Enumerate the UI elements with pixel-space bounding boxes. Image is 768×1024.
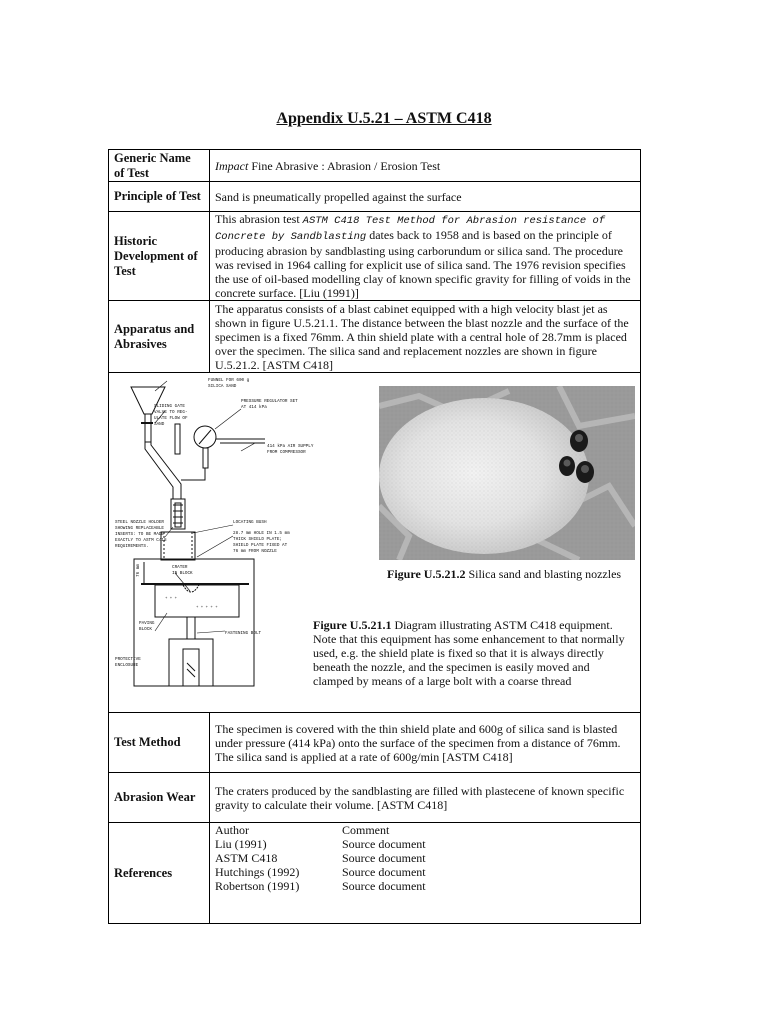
row-references: [109, 823, 641, 924]
row-figures: [109, 373, 641, 713]
diagram-label-hole3: SHIELD PLATE FIXED AT: [233, 543, 288, 548]
generic-rest-text: Fine Abrasive : Abrasion / Erosion Test: [248, 158, 441, 173]
diagram-label-base2: BLOCK: [139, 627, 152, 632]
value-generic-name: [210, 150, 641, 182]
silica-sand-photo: [379, 386, 635, 560]
spec-table: [108, 149, 641, 924]
reference-row: [215, 879, 426, 893]
label-references: References: [109, 823, 210, 924]
reference-author: Hutchings (1992): [215, 865, 300, 879]
row-test-method: [109, 713, 641, 773]
diagram-label-bush: LOCATING BUSH: [233, 520, 267, 525]
reference-comment: Source document: [342, 837, 426, 851]
page-title: Appendix U.5.21 – ASTM C418: [276, 110, 492, 127]
row-abrasion-wear: [109, 773, 641, 823]
diagram-label-air2: FROM COMPRESSOR: [267, 450, 306, 455]
diagram-label-holder1: STEEL NOZZLE HOLDER: [115, 520, 164, 525]
row-generic-name: [109, 150, 641, 182]
row-apparatus: [109, 301, 641, 373]
diagram-label-gate4: SAND: [154, 422, 165, 427]
figure-2-caption: [387, 567, 621, 581]
figure-1-caption: [313, 618, 633, 688]
reference-row: [215, 851, 426, 865]
svg-text:+ + +: + + +: [165, 597, 178, 601]
label-apparatus: Apparatus and Abrasives: [109, 301, 210, 373]
value-historic: [210, 212, 641, 301]
reference-row: [215, 865, 426, 879]
references-header-comment: Comment: [342, 823, 390, 837]
svg-text:+ + + + +: + + + + +: [196, 606, 218, 610]
diagram-label-dim: 76 mm: [136, 564, 141, 577]
diagram-label-bolt: FASTENING BOLT: [225, 631, 262, 636]
label-generic-name: Generic Name of Test: [109, 150, 210, 182]
reference-comment: Source document: [342, 865, 426, 879]
references-table: [215, 823, 426, 893]
diagram-label-gate3: ULATE FLOW OF: [154, 416, 188, 421]
reference-author: ASTM C418: [215, 851, 278, 865]
diagram-label-funnel: FUNNEL FOR 600 g: [208, 378, 250, 383]
impact-text: Impact: [215, 158, 249, 173]
figures-cell: [109, 373, 641, 713]
reference-comment: Source document: [342, 851, 426, 865]
value-apparatus: The apparatus consists of a blast cabinet equipped with a high velocity blast jet as shown in figure U.5.21.1. The distance between the blast nozzle and the surface of the specimen is a fixed 76mm. A thin shield plate with a central hole of 28.7mm is placed over the specimen. The silica sand and replacement nozzles are shown in figure U.5.21.2. [ASTM C418]: [210, 301, 641, 373]
paving-block: [155, 585, 239, 617]
figure-1-label: Figure U.5.21.1: [313, 618, 392, 632]
diagram-label-holder4: EXACTLY TO ASTM C418: [115, 538, 167, 543]
diagram-label-holder3: INSERTS: TO BE MADE: [115, 532, 164, 537]
value-principle: Sand is pneumatically propelled against the surface: [210, 182, 641, 212]
diagram-label-air1: 414 kPa AIR SUPPLY: [267, 444, 314, 449]
diagram-label-prot1: PROTECTIVE: [115, 657, 141, 662]
diagram-label-crater2: IN BLOCK: [172, 571, 193, 576]
reference-row: [215, 837, 426, 851]
label-abrasion-wear: Abrasion Wear: [109, 773, 210, 823]
diagram-label-funnel2: SILICA SAND: [208, 384, 237, 389]
references-header-author: Author: [215, 823, 249, 837]
equipment-diagram: [115, 377, 325, 707]
diagram-label-crater1: CRATER: [172, 565, 188, 570]
diagram-label-gate2: VALVE TO REG-: [154, 410, 188, 415]
diagram-label-hole2: THICK SHIELD PLATE;: [233, 537, 282, 542]
diagram-label-holder5: REQUIREMENTS.: [115, 544, 149, 549]
diagram-label-prot2: ENCLOSURE: [115, 663, 139, 668]
historic-test-title: ASTM C418 Test Method for Abrasion resistance of Concrete by Sandblasting: [215, 215, 606, 243]
historic-text-a: This abrasion test: [215, 212, 303, 226]
figure-1-text: Diagram illustrating ASTM C418 equipment. Note that this equipment has some enhancement to that normally used, e.g. the shield plate is fixed so that it is always directly beneath the nozzle, and the specimen is easily moved and clamped by means of a large bolt with a coarse thread: [313, 618, 625, 688]
row-historic: [109, 212, 641, 301]
diagram-label-hole1: 28.7 mm HOLE IN 1.5 mm: [233, 531, 290, 536]
label-principle: Principle of Test: [109, 182, 210, 212]
figure-2-label: Figure U.5.21.2: [387, 567, 466, 581]
diagram-label-base1: PAVING: [139, 621, 155, 626]
reference-comment: Source document: [342, 879, 426, 893]
diagram-label-reg2: AT 414 kPa: [241, 405, 267, 410]
value-test-method: The specimen is covered with the thin shield plate and 600g of silica sand is blasted under pressure (414 kPa) onto the surface of the specimen from a distance of 76mm. The silica sand is applied at a rate of 600g/min [ASTM C418]: [210, 713, 641, 773]
value-abrasion-wear: The craters produced by the sandblasting are filled with plastecene of known specific gravity to calculate their volume. [ASTM C418]: [210, 773, 641, 823]
reference-author: Liu (1991): [215, 837, 267, 851]
diagram-label-reg1: PRESSURE REGULATOR SET: [241, 399, 298, 404]
label-test-method: Test Method: [109, 713, 210, 773]
historic-text-b: dates back to 1958 and is based on the principle of producing abrasion by sandblasting using carborundum or silica sand. The procedure was revised in 1964 calling for explicit use of silica sand. The 1976 revision specifies the use of oil-based modelling clay of known specific gravity for filling of voids in the concrete surface. [Liu (1991)]: [215, 228, 631, 300]
reference-author: Robertson (1991): [215, 879, 300, 893]
label-historic: Historic Development of Test: [109, 212, 210, 301]
row-principle: [109, 182, 641, 212]
value-references: [210, 823, 641, 924]
figure-2-text: Silica sand and blasting nozzles: [465, 567, 622, 581]
diagram-label-holder2: SHOWING REPLACEABLE: [115, 526, 164, 531]
diagram-label-hole4: 76 mm FROM NOZZLE: [233, 549, 277, 554]
diagram-label-gate1: SLIDING GATE: [154, 404, 185, 409]
